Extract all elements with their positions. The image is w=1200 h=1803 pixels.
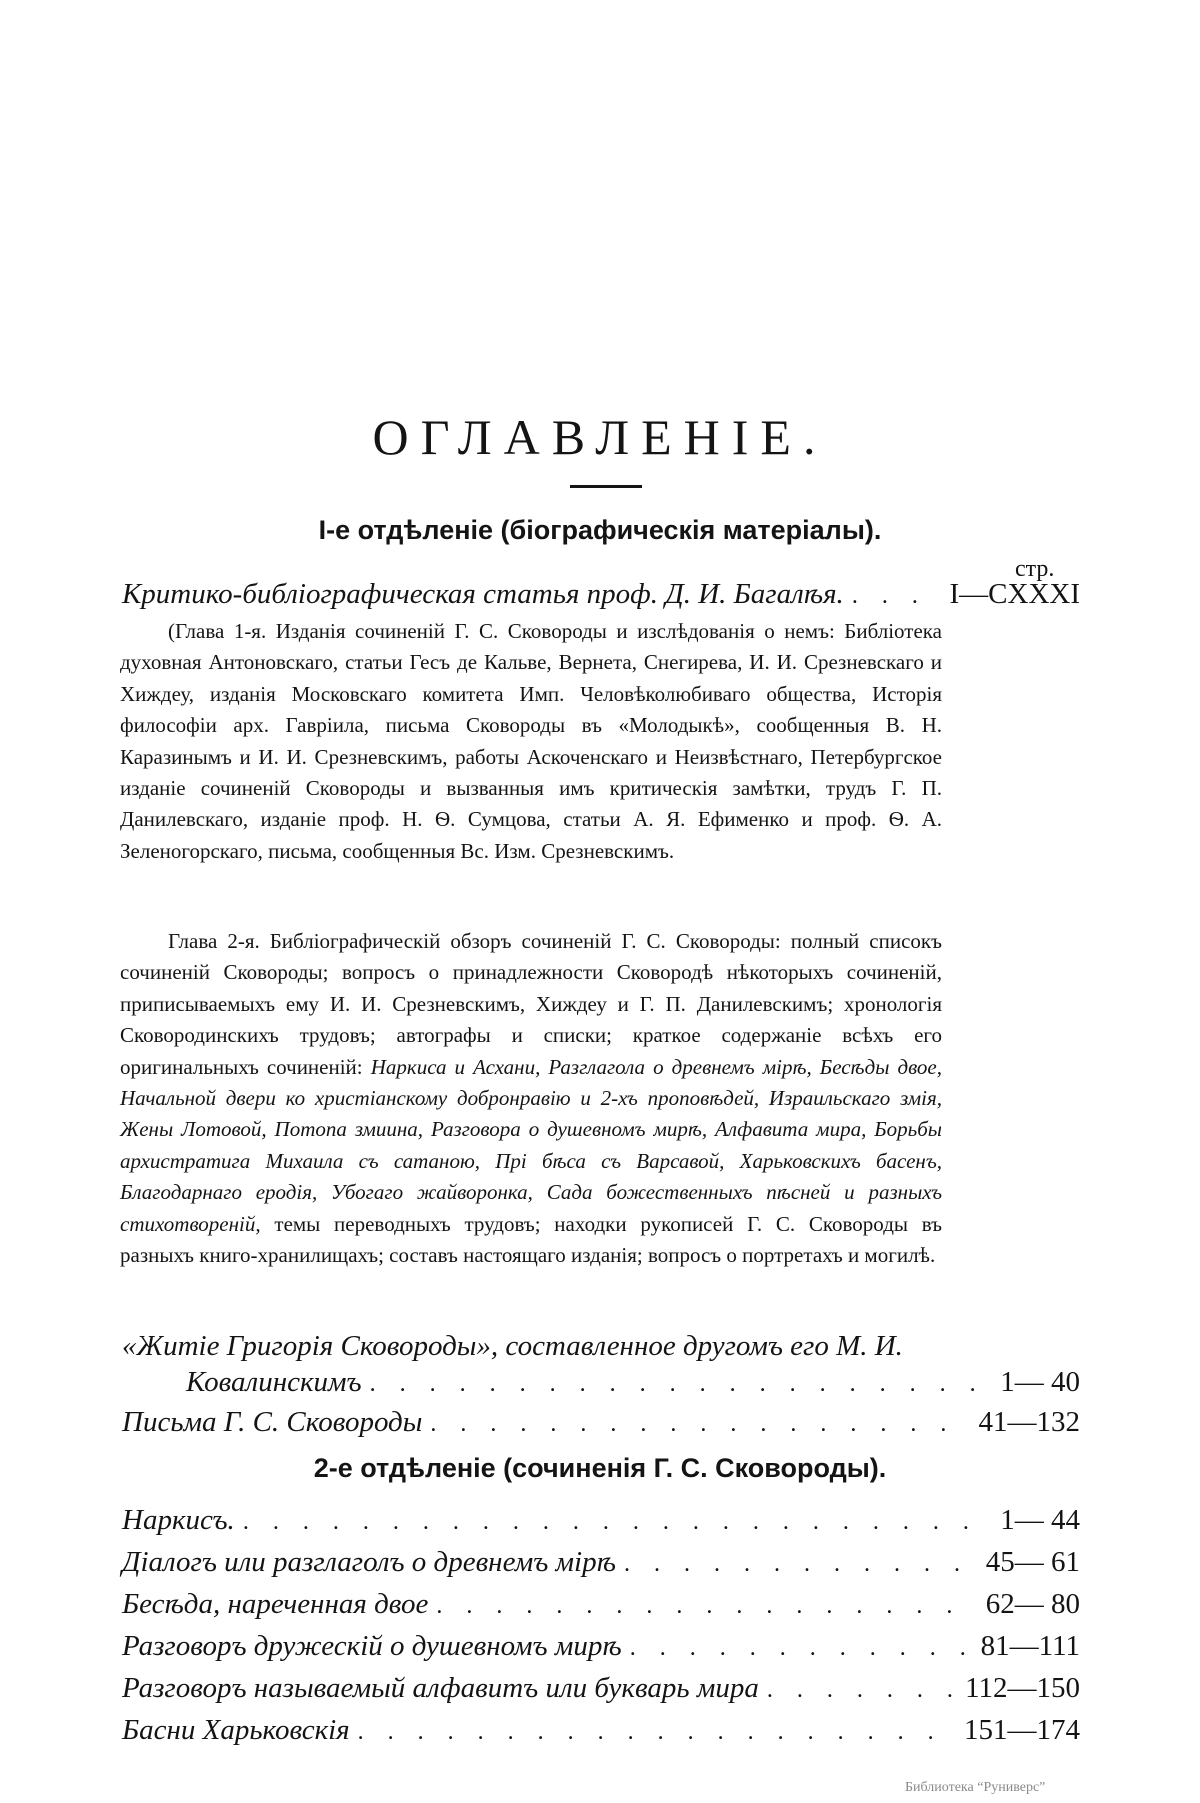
toc-entry-pages: 41—132 — [978, 1406, 1080, 1438]
toc-entry-narkis[interactable] — [122, 1504, 1080, 1544]
title-divider — [570, 485, 642, 488]
chapter-1-summary: (Глава 1-я. Изданія сочиненій Г. С. Сковороды и изслѣдованія о немъ: Библіотека духовная Антоновскаго, статьи Гесъ де Кальве, Вернета, Снегирева, И. И. Срезневскаго и Хиждеу, изданія Московскаго комитета Имп. Человѣколюбиваго общества, Исторія философіи арх. Гавріила, письма Сковороды въ «Молодыкѣ», сообщенныя В. Н. Каразинымъ и И. И. Срезневскимъ, работы Аскоченскаго и Неизвѣстнаго, Петербургское изданіе сочиненій Сковороды и вызванныя имъ критическія замѣтки, трудъ Г. П. Данилевскаго, изданіе проф. Н. Ѳ. Сумцова, статьи А. Я. Ефименко и проф. Ѳ. А. Зеленогорскаго, письма, сообщенныя Вс. Изм. Срезневскимъ. — [120, 619, 942, 863]
toc-entry-pages: 81—111 — [980, 1630, 1080, 1662]
toc-entry-title: Наркисъ. — [122, 1504, 235, 1536]
pages-column-label: стр. — [1015, 556, 1055, 582]
toc-entry-pages: 151—174 — [964, 1714, 1080, 1746]
toc-entry-title: Письма Г. С. Сковороды — [122, 1406, 423, 1438]
toc-entry-title: Ковалинскимъ — [186, 1366, 362, 1398]
chapter-2-summary — [120, 926, 942, 1271]
chapter-2-summary-end: темы переводныхъ трудовъ; находки рукописей Г. С. Сковороды въ разныхъ книго-хранилищахъ; составъ настоящаго изданія; вопросъ о портретахъ и могилѣ. — [120, 1211, 942, 1268]
dot-leader — [436, 1593, 977, 1620]
toc-entry-title: Басни Харьковскія — [122, 1714, 350, 1746]
toc-entry-pages: 45— 61 — [985, 1546, 1080, 1578]
toc-entry-title: Разговоръ дружескій о душевномъ мирѣ — [122, 1630, 622, 1662]
dot-leader — [243, 1509, 992, 1536]
section-1-heading: І-е отдѣленіе (біографическія матеріалы). — [318, 515, 882, 545]
dot-leader — [852, 583, 942, 610]
toc-entry-pisma[interactable] — [122, 1406, 1080, 1446]
toc-entry-title: Бесѣда, нареченная двое — [122, 1588, 429, 1620]
page-title: ОГЛАВЛЕНІЕ. — [372, 409, 828, 465]
dot-leader — [358, 1719, 956, 1746]
toc-entry-pages: 1— 44 — [1000, 1504, 1080, 1536]
toc-entry-title: Діалогъ или разглаголъ о древнемъ мірѣ — [122, 1546, 616, 1578]
toc-entry-beseda[interactable] — [122, 1588, 1080, 1628]
dot-leader — [630, 1635, 973, 1662]
toc-entry-title: Разговоръ называемый алфавитъ или букварь мира — [122, 1672, 759, 1704]
dot-leader — [430, 1411, 970, 1438]
toc-entry-title: Критико-библіографическая статья проф. Д. И. Багалѣя. — [122, 578, 844, 610]
section-2-heading: 2-е отдѣленіе (сочиненія Г. С. Сковороды). — [313, 1453, 887, 1483]
toc-entry-critical-article[interactable] — [122, 578, 1080, 618]
chapter-2-summary-text: Глава 2-я. Библіографическій обзоръ сочиненій Г. С. Сковороды: полный списокъ сочиненій Сковороды; вопросъ о принадлежности Сковородѣ нѣкоторыхъ сочиненій, приписываемыхъ ему И. И. Срезневскимъ, Хиждеу и Г. П. Данилевскимъ; хронологія Сковородинскихъ трудовъ; автографы и списки; краткое содержаніе всѣхъ его оригинальныхъ сочиненій: — [120, 929, 942, 1079]
toc-entry-zhitie-title-line1: «Житіе Григорія Сковороды», составленное другомъ его М. И. — [122, 1330, 903, 1362]
chapter-2-works-list: Наркиса и Асхани, Разглагола о древнемъ мірѣ, Бесѣды двое, Начальной двери ко христіанскому добронравію и 2-хъ проповѣдей, Израильскаго змія, Жены Лотовой, Потопа змиина, Разговора о душевномъ мирѣ, Алфавита мира, Борьбы архистратига Михаила съ сатаною, Прі бѣса съ Варсавой, Харьковскихъ басенъ, Благодарнаго еродія, Убогаго жайворонка, Сада божественныхъ пѣсней и разныхъ стихотвореній, — [120, 1054, 942, 1236]
toc-entry-pages: 1— 40 — [1000, 1366, 1080, 1398]
dot-leader — [370, 1371, 993, 1398]
toc-entry-basni[interactable] — [122, 1714, 1080, 1754]
toc-entry-zhitie[interactable] — [186, 1366, 1080, 1406]
toc-entry-pages: 112—150 — [965, 1672, 1080, 1704]
toc-entry-razgovor-alfavit[interactable] — [122, 1672, 1080, 1712]
dot-leader — [624, 1551, 978, 1578]
toc-entry-pages: 62— 80 — [985, 1588, 1080, 1620]
dot-leader — [767, 1677, 957, 1704]
library-watermark: Библиотека “Руниверс” — [905, 1780, 1046, 1795]
toc-entry-pages: I—CXXXI — [949, 578, 1080, 610]
toc-entry-razgovor-druzheskiy[interactable] — [122, 1630, 1080, 1670]
toc-entry-dialog[interactable] — [122, 1546, 1080, 1586]
